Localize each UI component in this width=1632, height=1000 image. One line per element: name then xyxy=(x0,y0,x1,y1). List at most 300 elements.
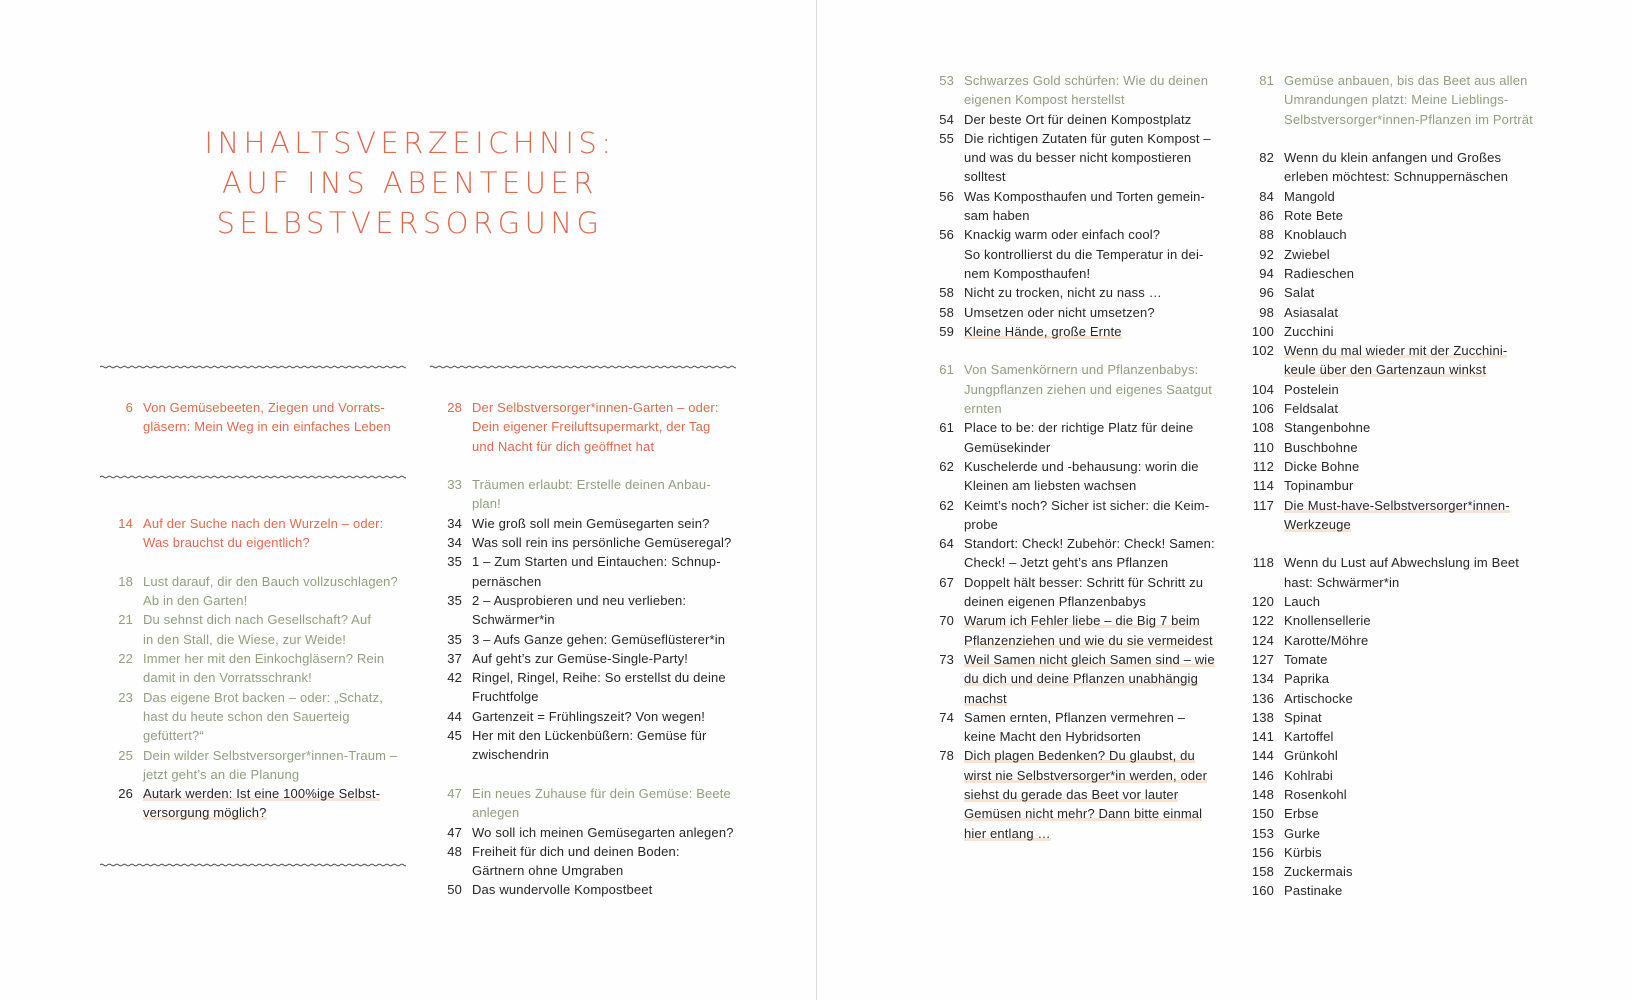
entry-title-text: Was soll rein ins persönliche Gemüseregal? xyxy=(472,535,732,551)
entry-title xyxy=(964,303,1238,322)
entry-title xyxy=(1284,187,1570,206)
entry-title-text: Asiasalat xyxy=(1284,304,1339,320)
page-number: 144 xyxy=(1251,748,1274,764)
entry-title-text: Grünkohl xyxy=(1284,748,1338,764)
entry-title xyxy=(1284,804,1570,823)
entry-title xyxy=(964,129,1238,187)
section-spacer xyxy=(438,456,750,475)
page-number: 81 xyxy=(1259,73,1274,88)
entry-title-text: Der beste Ort für deinen Kompostplatz xyxy=(964,111,1192,127)
entry-title-text: Träumen erlaubt: Erstelle deinen Anbau- plan! xyxy=(472,477,711,512)
entry-title-text: 3 – Aufs Ganze gehen: Gemüseflüsterer*in xyxy=(472,631,726,647)
toc-entry xyxy=(109,514,415,553)
entry-title-text: Doppelt hält besser: Schritt für Schritt zu deinen eigenen Pflanzenbabys xyxy=(964,574,1204,610)
toc-entry xyxy=(930,611,1238,650)
toc-entry xyxy=(930,418,1238,457)
title-line: AUF INS ABENTEUER xyxy=(222,166,598,200)
toc-entry xyxy=(1250,322,1570,341)
entry-title-text: Buschbohne xyxy=(1284,439,1358,455)
entry-title xyxy=(143,746,415,785)
entry-title xyxy=(143,572,415,611)
page-number: 104 xyxy=(1251,381,1274,397)
toc-entry xyxy=(1250,418,1570,437)
page-number: 88 xyxy=(1259,227,1274,243)
entry-title xyxy=(1284,553,1570,592)
page-number: 100 xyxy=(1251,323,1274,339)
page-number: 44 xyxy=(447,708,462,724)
toc-entry xyxy=(1250,746,1570,765)
entry-title-text: Auf der Suche nach den Wurzeln – oder: Was brauchst du eigentlich? xyxy=(143,516,384,551)
page-number: 35 xyxy=(447,554,462,570)
page-number: 42 xyxy=(447,670,462,686)
page-number: 6 xyxy=(125,400,133,415)
page-number: 118 xyxy=(1252,555,1274,571)
entry-title xyxy=(472,726,750,765)
entry-title-text: Dein wilder Selbstversorger*innen-Traum – jetzt geht’s an die Planung xyxy=(143,747,398,782)
entry-title xyxy=(964,708,1238,747)
page-number: 35 xyxy=(447,592,462,608)
entry-title xyxy=(472,552,750,591)
entry-title xyxy=(472,514,750,533)
toc-entry xyxy=(1250,631,1570,650)
toc-entry xyxy=(438,552,750,591)
toc-entry xyxy=(1250,650,1570,669)
entry-title-text: 2 – Ausprobieren und neu verlieben: Schwärmer*in xyxy=(472,592,687,628)
entry-title-text: Umsetzen oder nicht umsetzen? xyxy=(964,304,1155,320)
entry-title-text: Wenn du klein anfangen und Großes erleben möchtest: Schnuppernäschen xyxy=(1284,150,1509,185)
entry-title xyxy=(472,784,750,823)
toc-column-1-main xyxy=(109,514,415,823)
toc-entry xyxy=(1250,264,1570,283)
page-number: 25 xyxy=(118,747,133,763)
page-number: 74 xyxy=(939,709,954,725)
entry-title-text: 1 – Zum Starten und Eintauchen: Schnup- pernäschen xyxy=(472,554,721,589)
entry-title-text: Rote Bete xyxy=(1284,208,1344,224)
entry-title-text: Place to be: der richtige Platz für deine Gemüsekinder xyxy=(964,420,1194,455)
entry-title-text: Kuschelerde und -behausung: worin die Kleinen am liebsten wachsen xyxy=(964,458,1199,494)
entry-title xyxy=(472,591,750,630)
page-number: 70 xyxy=(939,613,954,629)
entry-title-text: Keimt’s noch? Sicher ist sicher: die Keim- probe xyxy=(964,497,1210,532)
toc-entry xyxy=(1250,380,1570,399)
page-number: 56 xyxy=(939,188,954,204)
entry-title-text: Wo soll ich meinen Gemüsegarten anlegen? xyxy=(472,824,734,840)
page-number: 127 xyxy=(1251,651,1274,667)
toc-entry xyxy=(1250,148,1570,187)
toc-entry xyxy=(1250,553,1570,592)
toc-entry xyxy=(438,668,750,707)
toc-entry xyxy=(930,303,1238,322)
entry-title-text: Lauch xyxy=(1284,594,1321,610)
entry-title xyxy=(472,630,750,649)
entry-title xyxy=(472,475,750,514)
toc-entry xyxy=(1250,457,1570,476)
toc-entry xyxy=(1250,476,1570,495)
entry-title-text: Kartoffel xyxy=(1284,729,1334,745)
toc-entry xyxy=(1250,689,1570,708)
wavy-divider xyxy=(100,861,406,869)
entry-title xyxy=(1284,322,1570,341)
entry-title xyxy=(143,398,415,437)
entry-title xyxy=(472,707,750,726)
page-number: 108 xyxy=(1251,420,1274,436)
page-number: 86 xyxy=(1259,208,1274,224)
entry-title-text: Gartenzeit = Frühlingszeit? Von wegen! xyxy=(472,708,705,724)
page-number: 62 xyxy=(939,458,954,474)
entry-title-text: Artischocke xyxy=(1284,690,1353,706)
entry-title xyxy=(472,842,750,881)
toc-entry xyxy=(109,649,415,688)
entry-title-text: Freiheit für dich und deinen Boden: Gärtnern ohne Umgraben xyxy=(472,843,680,879)
toc-entry xyxy=(438,398,750,456)
entry-title-text: Schwarzes Gold schürfen: Wie du deinen eigenen Kompost herstellst xyxy=(964,73,1209,108)
entry-title-text: Was Komposthaufen und Torten gemein- sam haben xyxy=(964,188,1205,224)
page-number: 134 xyxy=(1251,671,1274,687)
page-number: 37 xyxy=(447,650,462,666)
toc-entry xyxy=(438,649,750,668)
toc-entry xyxy=(438,784,750,823)
toc-column-3 xyxy=(930,71,1238,843)
toc-entry xyxy=(1250,804,1570,823)
toc-entry xyxy=(109,784,415,823)
page-number: 34 xyxy=(447,535,462,551)
page-number: 146 xyxy=(1251,767,1274,783)
entry-title xyxy=(472,823,750,842)
entry-title xyxy=(1284,264,1570,283)
entry-title xyxy=(1284,708,1570,727)
page-number: 124 xyxy=(1251,632,1274,648)
entry-title xyxy=(143,610,415,649)
page-number: 56 xyxy=(939,227,954,243)
entry-title-text: Topinambur xyxy=(1284,478,1354,494)
entry-title xyxy=(964,746,1238,842)
entry-title-text: Von Gemüsebeeten, Ziegen und Vorrats- gläsern: Mein Weg in ein einfaches Leben xyxy=(143,400,391,435)
page-number: 138 xyxy=(1251,709,1274,725)
toc-entry xyxy=(1250,245,1570,264)
entry-title-text: Knoblauch xyxy=(1284,227,1347,243)
toc-entry xyxy=(438,475,750,514)
entry-title-text: Der Selbstversorger*innen-Garten – oder: Dein eigener Freiluftsupermarkt, der Tag und Nacht für dich geöffnet hat xyxy=(472,400,719,454)
entry-title xyxy=(1284,148,1570,187)
entry-title-text: Her mit den Lückenbüßern: Gemüse für zwischendrin xyxy=(472,728,707,763)
entry-title-text: Von Samenkörnern und Pflanzenbabys: Jungpflanzen ziehen und eigenes Saatgut ernten xyxy=(964,362,1212,417)
toc-entry xyxy=(438,533,750,552)
page-number: 35 xyxy=(447,631,462,647)
entry-title xyxy=(964,225,1238,283)
entry-title-text: Feldsalat xyxy=(1284,401,1339,417)
toc-entry xyxy=(109,688,415,746)
page-number: 22 xyxy=(118,651,133,667)
entry-title-text: Die richtigen Zutaten für guten Kompost – und was du besser nicht kompostieren solltest xyxy=(964,130,1211,185)
toc-entry xyxy=(930,457,1238,496)
page-number: 158 xyxy=(1251,864,1274,880)
entry-title xyxy=(1284,766,1570,785)
entry-title-text: Gurke xyxy=(1284,825,1321,841)
toc-entry xyxy=(930,650,1238,708)
page-number: 98 xyxy=(1259,304,1274,320)
toc-entry xyxy=(1250,187,1570,206)
toc-entry xyxy=(438,591,750,630)
entry-title xyxy=(1284,438,1570,457)
toc-entry xyxy=(109,572,415,611)
entry-title xyxy=(964,71,1238,110)
entry-title-text: Wenn du mal wieder mit der Zucchini- keule über den Gartenzaun winkst xyxy=(1284,343,1508,378)
toc-entry xyxy=(930,746,1238,842)
entry-title-text: Autark werden: Ist eine 100%ige Selbst- versorgung möglich? xyxy=(143,786,381,821)
section-spacer xyxy=(1250,534,1570,553)
toc-entry xyxy=(930,573,1238,612)
entry-title xyxy=(1284,746,1570,765)
page-number: 110 xyxy=(1252,439,1274,455)
toc-entry xyxy=(930,360,1238,418)
entry-title xyxy=(1284,592,1570,611)
entry-title-text: Karotte/Möhre xyxy=(1284,632,1369,648)
page-number: 59 xyxy=(939,323,954,339)
toc-entry xyxy=(1250,708,1570,727)
toc-entry xyxy=(930,225,1238,283)
page-number: 21 xyxy=(118,612,133,628)
page-number: 26 xyxy=(118,786,133,802)
page-number: 82 xyxy=(1259,150,1274,166)
toc-entry xyxy=(1250,669,1570,688)
wavy-divider xyxy=(100,473,406,481)
entry-title-text: Wenn du Lust auf Abwechslung im Beet hast: Schwärmer*in xyxy=(1284,555,1519,590)
entry-title xyxy=(1284,631,1570,650)
page-number: 61 xyxy=(939,362,954,378)
page-number: 47 xyxy=(447,785,462,801)
entry-title xyxy=(1284,689,1570,708)
toc-entry xyxy=(930,322,1238,341)
entry-title xyxy=(964,418,1238,457)
entry-title-text: Immer her mit den Einkochgläsern? Rein damit in den Vorratsschrank! xyxy=(143,651,385,686)
page-number: 50 xyxy=(447,882,462,898)
page-number: 14 xyxy=(118,516,133,531)
entry-title xyxy=(1284,225,1570,244)
page-number: 45 xyxy=(447,728,462,744)
page-number: 106 xyxy=(1251,401,1274,417)
page-number: 18 xyxy=(118,573,133,589)
entry-title xyxy=(1284,206,1570,225)
entry-title xyxy=(1284,611,1570,630)
entry-title xyxy=(1284,380,1570,399)
page-number: 33 xyxy=(447,477,462,493)
page-number: 47 xyxy=(447,824,462,840)
entry-title-text: Dicke Bohne xyxy=(1284,458,1360,474)
entry-title-text: Samen ernten, Pflanzen vermehren – keine Macht den Hybridsorten xyxy=(964,709,1186,745)
toc-entry xyxy=(438,514,750,533)
entry-title-text: Rosenkohl xyxy=(1284,786,1347,802)
page-number: 84 xyxy=(1259,188,1274,204)
entry-title-text: Mangold xyxy=(1284,188,1335,204)
toc-entry xyxy=(1250,341,1570,380)
toc-entry xyxy=(930,71,1238,110)
toc-entry xyxy=(438,630,750,649)
page-number: 48 xyxy=(447,843,462,859)
entry-title-text: Nicht zu trocken, nicht zu nass … xyxy=(964,285,1162,301)
toc-entry xyxy=(1250,399,1570,418)
toc-entry xyxy=(109,610,415,649)
entry-title-text: Zwiebel xyxy=(1284,246,1330,262)
page-number: 148 xyxy=(1251,786,1274,802)
entry-title-text: Das eigene Brot backen – oder: „Schatz, hast du heute schon den Sauerteig gefüttert?“ xyxy=(143,689,383,744)
toc-entry xyxy=(438,726,750,765)
entry-title xyxy=(1284,650,1570,669)
toc-entry xyxy=(1250,862,1570,881)
toc-entry xyxy=(438,823,750,842)
entry-title xyxy=(1284,843,1570,862)
entry-title-text: Spinat xyxy=(1284,709,1322,725)
entry-title xyxy=(472,398,750,456)
entry-title xyxy=(964,322,1238,341)
entry-title xyxy=(1284,71,1570,129)
toc-entry xyxy=(1250,824,1570,843)
entry-title-text: Pastinake xyxy=(1284,883,1343,899)
entry-title xyxy=(472,533,750,552)
page-number: 58 xyxy=(939,285,954,301)
entry-title-text: Stangenbohne xyxy=(1284,420,1371,436)
toc-entry xyxy=(1250,785,1570,804)
entry-title xyxy=(1284,824,1570,843)
toc-entry xyxy=(930,187,1238,226)
toc-entry xyxy=(930,110,1238,129)
entry-title-text: Kleine Hände, große Ernte xyxy=(964,323,1122,339)
page-number: 55 xyxy=(939,130,954,146)
toc-entry xyxy=(930,534,1238,573)
entry-title xyxy=(1284,457,1570,476)
entry-title-text: Warum ich Fehler liebe – die Big 7 beim Pflanzenziehen und wie du sie vermeidest xyxy=(964,613,1213,648)
entry-title xyxy=(964,110,1238,129)
toc-entry xyxy=(1250,611,1570,630)
toc-entry xyxy=(930,283,1238,302)
entry-title xyxy=(143,784,415,823)
entry-title xyxy=(1284,283,1570,302)
page-number: 122 xyxy=(1251,613,1274,629)
page-number: 150 xyxy=(1251,806,1274,822)
wavy-divider xyxy=(430,363,736,371)
section-spacer xyxy=(930,341,1238,360)
page-number: 62 xyxy=(939,497,954,513)
entry-title-text: Gemüse anbauen, bis das Beet aus allen Umrandungen platzt: Meine Lieblings- Selbstversorger*innen-Pflanzen im Porträt xyxy=(1284,73,1533,127)
entry-title-text: Dich plagen Bedenken? Du glaubst, du wirst nie Selbstversorger*in werden, oder siehst du gerade das Beet vor lauter Gemüsen nicht mehr? Dann bitte einmal hier entlang … xyxy=(964,748,1208,841)
entry-title xyxy=(1284,399,1570,418)
entry-title xyxy=(1284,303,1570,322)
entry-title-text: Zuckermais xyxy=(1284,864,1353,880)
page-number: 117 xyxy=(1252,497,1274,513)
entry-title-text: Radieschen xyxy=(1284,265,1355,281)
entry-title xyxy=(964,187,1238,226)
entry-title-text: Knollensellerie xyxy=(1284,613,1371,629)
page-number: 136 xyxy=(1251,690,1274,706)
entry-title xyxy=(143,688,415,746)
entry-title xyxy=(964,496,1238,535)
toc-entry xyxy=(930,708,1238,747)
entry-title xyxy=(1284,669,1570,688)
entry-title-text: Kohlrabi xyxy=(1284,767,1333,783)
entry-title-text: Die Must-have-Selbstversorger*innen- Werkzeuge xyxy=(1284,497,1510,532)
page-number: 114 xyxy=(1252,478,1274,494)
toc-entry xyxy=(930,129,1238,187)
toc-entry xyxy=(1250,843,1570,862)
page-number: 54 xyxy=(939,111,954,127)
entry-title xyxy=(1284,476,1570,495)
entry-title xyxy=(472,668,750,707)
title-line: INHALTSVERZEICHNIS: xyxy=(204,126,616,160)
entry-title-text: Standort: Check! Zubehör: Check! Samen: Check! – Jetzt geht’s ans Pflanzen xyxy=(964,536,1215,571)
entry-title-text: Paprika xyxy=(1284,671,1330,687)
toc-entry xyxy=(1250,766,1570,785)
entry-title-text: Erbse xyxy=(1284,806,1319,822)
page-number: 156 xyxy=(1251,844,1274,860)
toc-entry xyxy=(1250,592,1570,611)
entry-title-text: Zucchini xyxy=(1284,323,1334,339)
entry-title xyxy=(1284,785,1570,804)
page-number: 61 xyxy=(939,420,954,436)
entry-title xyxy=(1284,418,1570,437)
entry-title xyxy=(964,360,1238,418)
page-number: 94 xyxy=(1259,265,1274,281)
section-spacer xyxy=(438,765,750,784)
page-number: 92 xyxy=(1259,246,1274,262)
section-spacer xyxy=(1250,129,1570,148)
page-number: 23 xyxy=(118,689,133,705)
section-spacer xyxy=(109,553,415,572)
toc-entry xyxy=(930,496,1238,535)
entry-title xyxy=(964,573,1238,612)
page-number: 34 xyxy=(447,515,462,531)
entry-title-text: Tomate xyxy=(1284,651,1328,667)
toc-entry xyxy=(1250,225,1570,244)
entry-title-text: Weil Samen nicht gleich Samen sind – wie du dich und deine Pflanzen unabhängig machst xyxy=(964,651,1215,706)
entry-title xyxy=(1284,245,1570,264)
toc-entry xyxy=(1250,881,1570,900)
entry-title xyxy=(143,649,415,688)
page-number: 141 xyxy=(1251,729,1274,745)
page-number: 64 xyxy=(939,536,954,552)
entry-title-text: Postelein xyxy=(1284,381,1339,397)
page-number: 28 xyxy=(447,400,462,415)
entry-title xyxy=(964,457,1238,496)
wavy-divider xyxy=(100,363,406,371)
entry-title-text: Wie groß soll mein Gemüsegarten sein? xyxy=(472,515,710,531)
toc-entry xyxy=(1250,303,1570,322)
toc-column-1-intro xyxy=(109,398,415,437)
toc-entry xyxy=(1250,496,1570,535)
entry-title xyxy=(964,534,1238,573)
page-number: 73 xyxy=(939,651,954,667)
entry-title xyxy=(964,611,1238,650)
page-number: 160 xyxy=(1251,883,1274,899)
entry-title xyxy=(472,880,750,899)
toc-entry xyxy=(438,880,750,899)
entry-title xyxy=(964,650,1238,708)
page-number: 53 xyxy=(939,73,954,88)
toc-entry xyxy=(109,398,415,437)
entry-title-text: Lust darauf, dir den Bauch vollzuschlagen? Ab in den Garten! xyxy=(143,573,398,609)
entry-title xyxy=(1284,727,1570,746)
page-number: 112 xyxy=(1252,458,1274,474)
page-number: 58 xyxy=(939,304,954,320)
entry-title-text: Ringel, Ringel, Reihe: So erstellst du deine Fruchtfolge xyxy=(472,670,726,705)
entry-title-text: Das wundervolle Kompostbeet xyxy=(472,882,653,898)
page-number: 102 xyxy=(1251,343,1274,359)
toc-entry xyxy=(1250,283,1570,302)
page-number: 67 xyxy=(939,574,954,590)
page-gutter xyxy=(816,0,817,1000)
toc-entry xyxy=(1250,727,1570,746)
toc-entry xyxy=(438,707,750,726)
entry-title-text: Du sehnst dich nach Gesellschaft? Auf in den Stall, die Wiese, zur Weide! xyxy=(143,612,372,647)
toc-entry xyxy=(1250,71,1570,129)
